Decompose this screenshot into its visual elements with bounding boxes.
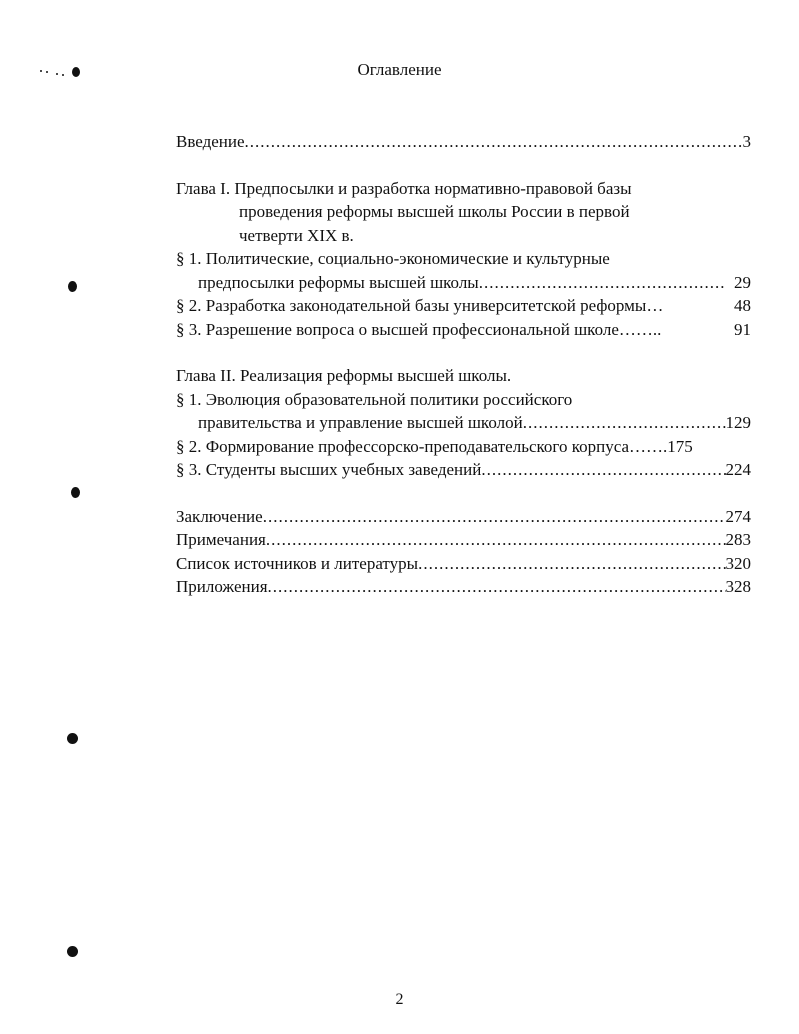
toc-entry-ch1-s3-title: § 3. Разрешение вопроса о высшей профессиональной школе…….. bbox=[176, 319, 662, 339]
toc-entry-ch1-s2-title: § 2. Разработка законодательной базы университетской реформы… bbox=[176, 296, 664, 315]
toc-leader bbox=[266, 528, 726, 552]
toc-leader bbox=[418, 552, 725, 576]
toc-entry-ch1-s1-line-1: § 1. Политические, социально-экономические и культурные bbox=[176, 249, 610, 268]
toc-leader bbox=[245, 130, 743, 154]
binding-hole-2 bbox=[71, 487, 80, 498]
binding-hole-1 bbox=[68, 281, 77, 292]
toc-entry-appendices-page: 328 bbox=[725, 577, 751, 596]
toc-entry-ch2-s1 bbox=[176, 388, 751, 435]
table-of-contents bbox=[176, 130, 751, 599]
toc-entry-ch1-s2 bbox=[176, 294, 751, 318]
toc-entry-notes bbox=[176, 528, 751, 552]
toc-entry-ch2-s3-page: 224 bbox=[725, 460, 751, 479]
toc-entry-intro-title: Введение bbox=[176, 132, 245, 151]
toc-entry-ch1-s1 bbox=[176, 247, 751, 294]
toc-entry-ch2-s3 bbox=[176, 458, 751, 482]
toc-entry-ch1-s3-page: 91 bbox=[734, 319, 751, 339]
toc-entry-ch1-s3 bbox=[176, 318, 751, 342]
binding-hole-3 bbox=[67, 733, 78, 744]
toc-entry-sources-title: Список источников и литературы bbox=[176, 553, 419, 573]
toc-leader bbox=[523, 411, 726, 435]
toc-entry-ch1-s1-line-2: предпосылки реформы высшей школы bbox=[198, 272, 479, 292]
toc-leader bbox=[268, 575, 726, 599]
toc-entry-intro-page: 3 bbox=[742, 132, 751, 151]
chapter-1-heading-line-2: проведения реформы высшей школы России в первой bbox=[239, 202, 630, 221]
toc-entry-ch2-s1-line-2: правительства и управление высшей школой bbox=[198, 413, 523, 432]
toc-leader bbox=[479, 271, 724, 295]
toc-entry-ch2-s1-line-1: § 1. Эволюция образовательной политики российского bbox=[176, 389, 573, 409]
toc-entry-appendices bbox=[176, 575, 751, 599]
toc-entry-ch1-s2-page: 48 bbox=[734, 296, 751, 315]
toc-entry-ch2-s2 bbox=[176, 435, 751, 459]
chapter-1-heading-line-3: четверти XIX в. bbox=[239, 225, 354, 245]
toc-entry-conclusion-page: 274 bbox=[725, 506, 751, 526]
toc-entry-ch2-s1-page: 129 bbox=[725, 413, 751, 432]
toc-entry-sources-page: 320 bbox=[725, 553, 751, 573]
chapter-1-heading bbox=[176, 177, 751, 248]
page-title: Оглавление bbox=[357, 60, 442, 79]
toc-entry-ch2-s2-page: 175 bbox=[667, 436, 693, 456]
toc-entry-conclusion bbox=[176, 505, 751, 529]
toc-entry-ch1-s1-page: 29 bbox=[734, 272, 751, 292]
toc-entry-notes-title: Примечания bbox=[176, 530, 266, 549]
toc-entry-conclusion-title: Заключение bbox=[176, 506, 263, 526]
toc-entry-ch2-s2-title: § 2. Формирование профессорско-преподавательского корпуса……. bbox=[176, 436, 668, 456]
page-number: 2 bbox=[395, 991, 404, 1008]
toc-entry-notes-page: 283 bbox=[725, 530, 751, 549]
toc-entry-appendices-title: Приложения bbox=[176, 577, 268, 596]
toc-entry-ch2-s3-title: § 3. Студенты высших учебных заведений bbox=[176, 460, 482, 479]
toc-leader bbox=[263, 505, 726, 529]
chapter-2-heading: Глава II. Реализация реформы высшей школы. bbox=[176, 366, 512, 385]
binding-hole-4 bbox=[67, 946, 78, 957]
toc-entry-sources bbox=[176, 552, 751, 576]
toc-leader bbox=[481, 458, 725, 482]
chapter-1-heading-line-1: Глава I. Предпосылки и разработка нормативно-правовой базы bbox=[176, 178, 632, 198]
toc-entry-intro bbox=[176, 130, 751, 154]
